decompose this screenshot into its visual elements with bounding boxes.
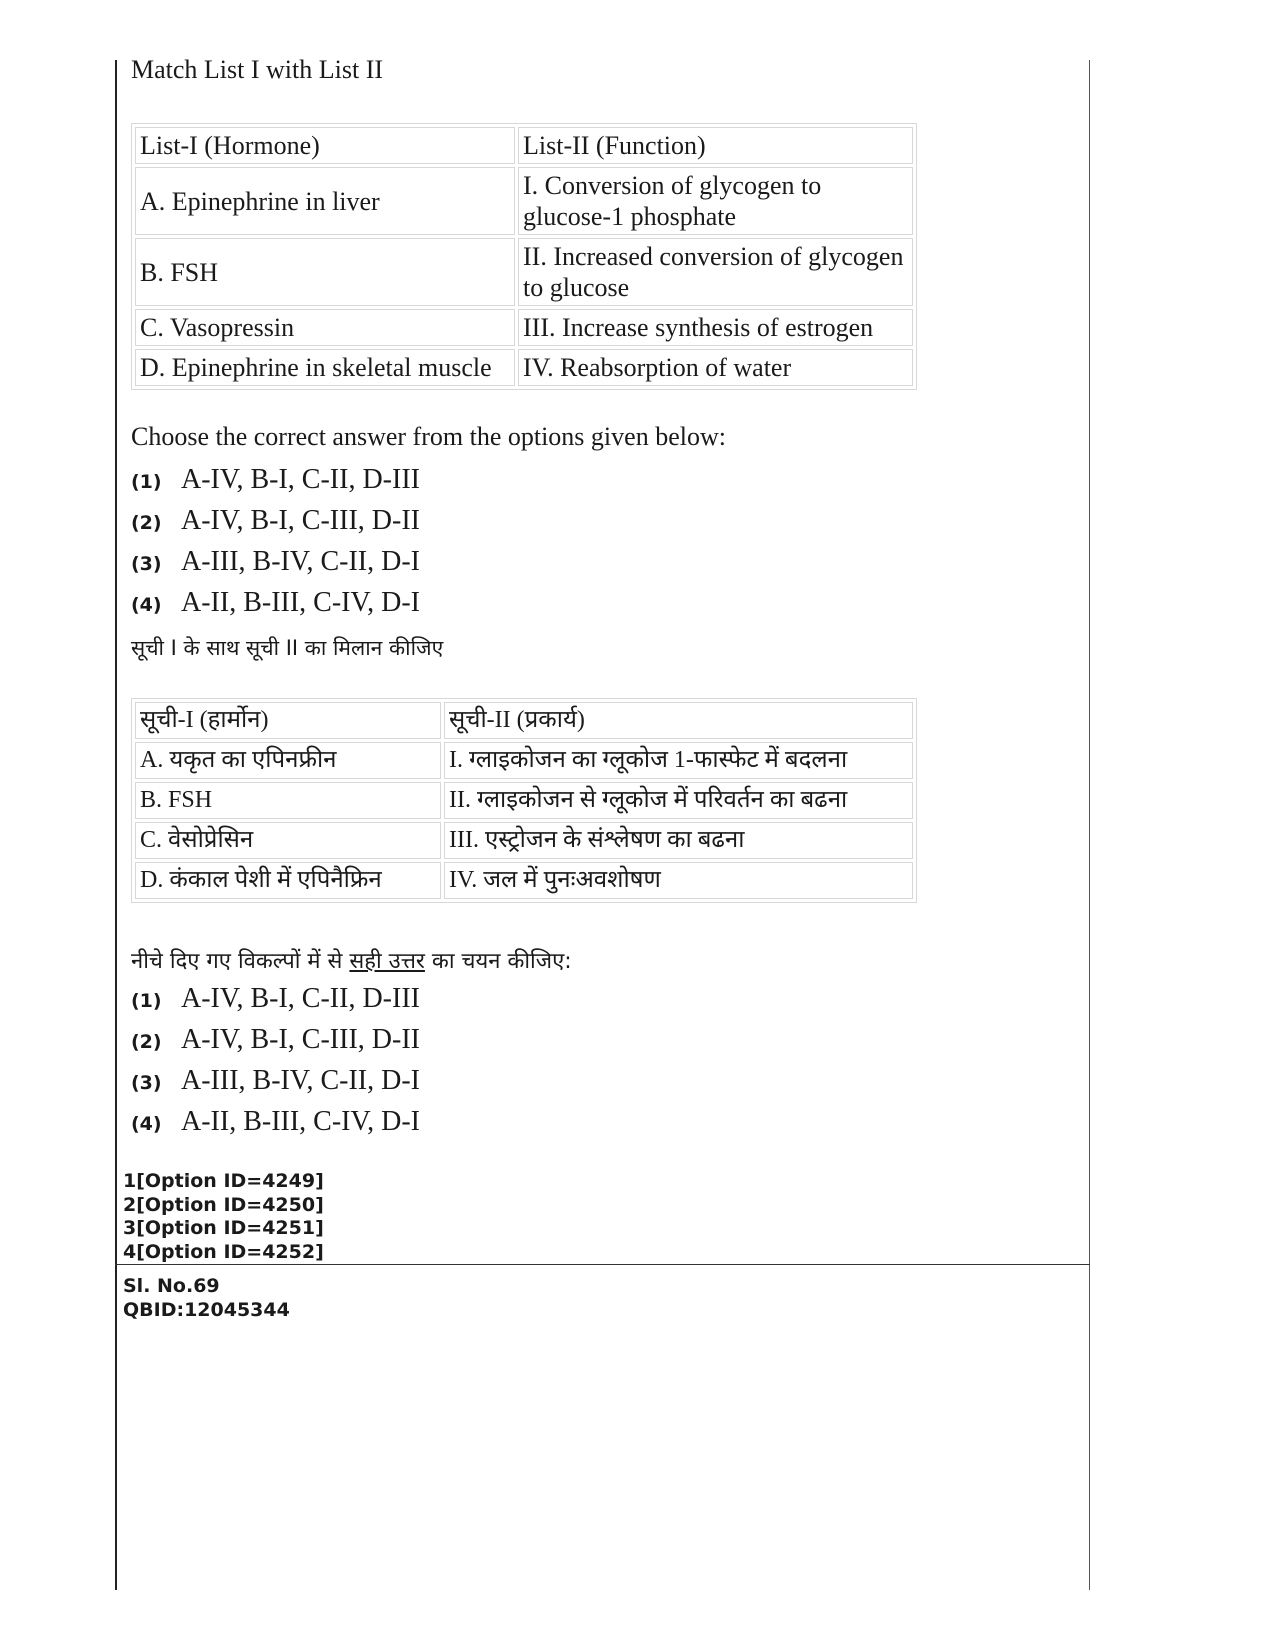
option-text: A-II, B-III, C-IV, D-I [181,587,420,618]
option-id: 4[Option ID=4252] [123,1240,324,1263]
table-cell: D. कंकाल पेशी में एपिनैफ्रिन [135,862,441,899]
question-heading-en: Match List I with List II [131,55,384,84]
prompt-text: नीचे दिए गए विकल्पों में से [131,949,350,974]
table-cell: C. Vasopressin [135,309,515,346]
table-header-cell: List-II (Function) [518,127,913,164]
table-cell: II. Increased conversion of glycogen to glucose [518,238,913,306]
table-row [135,309,913,346]
table-row [135,782,913,819]
table-cell: I. Conversion of glycogen to glucose-1 phosphate [518,167,913,235]
table-cell: C. वेसोप्रेसिन [135,822,441,859]
option-id-list [123,1170,324,1264]
table-cell: B. FSH [135,238,515,306]
table-cell: IV. Reabsorption of water [518,349,913,386]
table-header-cell: सूची-II (प्रकार्य) [444,702,913,739]
option-text: A-II, B-III, C-IV, D-I [181,1106,420,1137]
left-border-line [115,60,117,1590]
option-text: A-III, B-IV, C-II, D-I [181,1065,420,1096]
table-header-cell: List-I (Hormone) [135,127,515,164]
table-row [135,742,913,779]
option-number: (1) [131,471,162,493]
option-text: A-III, B-IV, C-II, D-I [181,546,420,577]
option-id: 2[Option ID=4250] [123,1193,324,1216]
option-4-en[interactable] [131,587,420,619]
table-row [135,349,913,386]
table-cell: III. Increase synthesis of estrogen [518,309,913,346]
option-number: (4) [131,594,162,616]
match-table-hi [131,698,917,903]
table-cell: A. Epinephrine in liver [135,167,515,235]
table-row [135,238,913,306]
next-question-header [123,1275,290,1322]
option-number: (3) [131,1072,162,1094]
option-1-hi[interactable] [131,983,420,1015]
answer-prompt-hi [131,945,572,975]
option-number: (4) [131,1113,162,1135]
table-header-cell: सूची-I (हार्मोन) [135,702,441,739]
option-id: 3[Option ID=4251] [123,1217,324,1239]
option-text: A-IV, B-I, C-II, D-III [181,983,420,1014]
question-heading-hi: सूची I के साथ सूची II का मिलान कीजिए [131,636,444,660]
option-3-en[interactable] [131,546,420,578]
right-border-line [1089,60,1090,1590]
question-separator [115,1264,1090,1265]
table-cell: A. यकृत का एपिनफ्रीन [135,742,441,779]
table-row [135,822,913,859]
table-cell: I. ग्लाइकोजन का ग्लूकोज 1-फास्फेट में बदलना [444,742,913,779]
prompt-underlined-text: सही उत्तर [349,949,425,974]
option-text: A-IV, B-I, C-II, D-III [181,464,420,495]
table-header-row [135,702,913,739]
table-cell: II. ग्लाइकोजन से ग्लूकोज में परिवर्तन का बढना [444,782,913,819]
option-text: A-IV, B-I, C-III, D-II [181,1024,420,1055]
option-3-hi[interactable] [131,1065,420,1097]
option-2-hi[interactable] [131,1024,420,1056]
option-1-en[interactable] [131,464,420,496]
answer-prompt-en: Choose the correct answer from the options given below: [131,422,726,451]
table-cell: III. एस्ट्रोजन के संश्लेषण का बढना [444,822,913,859]
option-id: 1[Option ID=4249] [123,1170,324,1192]
table-row [135,167,913,235]
table-cell: B. FSH [135,782,441,819]
option-2-en[interactable] [131,505,420,537]
table-row [135,862,913,899]
option-number: (2) [131,1031,162,1053]
option-4-hi[interactable] [131,1106,420,1138]
qbid: QBID:12045344 [123,1298,290,1321]
serial-number: Sl. No.69 [123,1275,220,1297]
table-cell: IV. जल में पुनःअवशोषण [444,862,913,899]
option-number: (3) [131,553,162,575]
option-text: A-IV, B-I, C-III, D-II [181,505,420,536]
option-number: (2) [131,512,162,534]
match-table-en [131,123,917,390]
option-number: (1) [131,990,162,1012]
prompt-text: का चयन कीजिए: [424,949,572,974]
table-cell: D. Epinephrine in skeletal muscle [135,349,515,386]
table-header-row [135,127,913,164]
